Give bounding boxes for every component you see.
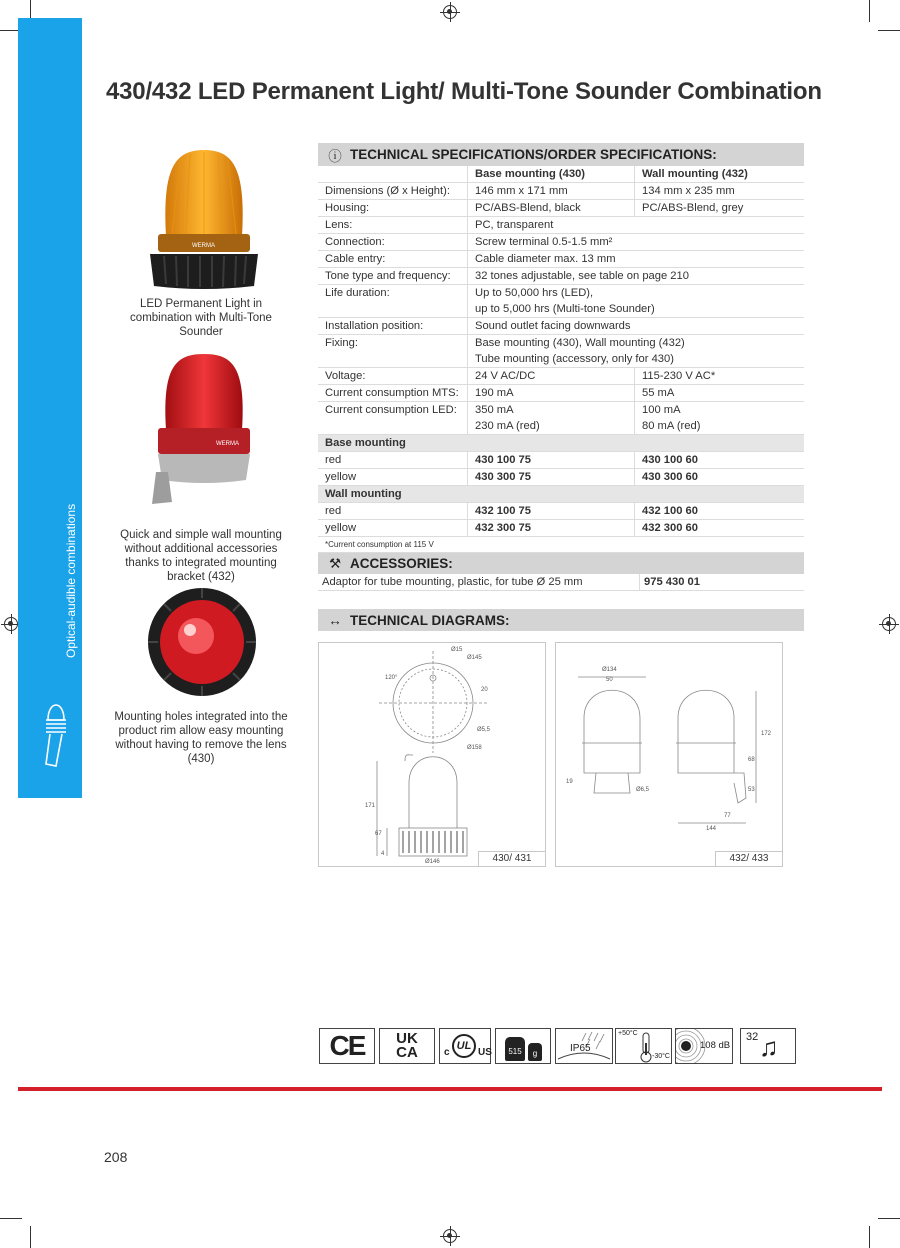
order-number: 975 430 01 (640, 574, 805, 591)
spec-label: Voltage: (318, 368, 468, 385)
cert-text: UL (452, 1034, 476, 1058)
cert-text: CE (329, 1030, 365, 1061)
tools-icon: ⚒ (328, 555, 342, 571)
spec-label: Housing: (318, 200, 468, 217)
table-row (318, 285, 804, 302)
dim-label: 171 (365, 803, 376, 809)
cert-text: +50°C (618, 1030, 638, 1037)
cert-text: IP65 (570, 1043, 591, 1054)
info-icon: ⓘ (328, 148, 342, 164)
table-row (318, 520, 804, 537)
accessory-description: Adaptor for tube mounting, plastic, for tube Ø 25 mm (318, 574, 640, 591)
spec-value: PC, transparent (468, 217, 805, 234)
diagram-label: 430/ 431 (478, 851, 545, 866)
table-row (318, 251, 804, 268)
table-row (318, 574, 804, 591)
weight-icon (495, 1028, 551, 1064)
cert-text: c (444, 1047, 450, 1058)
page-title: 430/432 LED Permanent Light/ Multi-Tone Sounder Combination (106, 78, 822, 105)
order-number: 430 300 60 (635, 469, 805, 486)
table-section-row (318, 486, 804, 503)
crop-mark (878, 30, 900, 31)
table-row (318, 351, 804, 368)
spec-label: Fixing: (325, 337, 358, 349)
page-number: 208 (104, 1149, 128, 1165)
spec-label: Connection: (318, 234, 468, 251)
dim-label: Ø146 (425, 859, 440, 865)
brand-logo: WERMA (216, 441, 239, 447)
spec-value: 80 mA (red) (635, 418, 805, 435)
spec-label: Life duration: (325, 287, 390, 299)
order-number: 430 100 60 (635, 452, 805, 469)
diagram-label: 432/ 433 (715, 851, 782, 866)
order-number: 430 100 75 (468, 452, 635, 469)
music-note-icon: ♫ (759, 1032, 779, 1062)
table-row (318, 402, 804, 419)
spec-value: 230 mA (red) (468, 418, 635, 435)
beacon-sounder-icon (40, 694, 70, 768)
diagrams-heading (318, 609, 804, 631)
table-row (318, 503, 804, 520)
table-row (318, 301, 804, 318)
order-number: 432 100 60 (635, 503, 805, 520)
spec-label: Current consumption MTS: (318, 385, 468, 402)
dim-label: 120° (385, 675, 398, 681)
table-row (318, 385, 804, 402)
dim-label: Ø134 (602, 667, 617, 673)
spec-value: 24 V AC/DC (468, 368, 635, 385)
registration-mark-icon (882, 617, 896, 631)
table-row (318, 318, 804, 335)
dim-label: 144 (706, 826, 717, 832)
table-row (318, 268, 804, 285)
spec-value: Tube mounting (accessory, only for 430) (468, 351, 805, 368)
order-number: 432 300 60 (635, 520, 805, 537)
accessories-heading (318, 553, 804, 574)
yellow-beacon-image (146, 146, 262, 292)
tech-specs-title: TECHNICAL SPECIFICATIONS/ORDER SPECIFICATIONS: (350, 147, 717, 162)
table-row (318, 537, 804, 553)
cert-text: 515 (505, 1037, 525, 1061)
table-row (318, 200, 804, 217)
section-sidebar (18, 18, 82, 798)
spec-label: Current consumption LED: (325, 404, 457, 416)
dim-label: 50 (606, 677, 613, 683)
table-row (318, 166, 804, 183)
spec-label: Dimensions (Ø x Height): (318, 183, 468, 200)
dim-label: 68 (748, 757, 755, 763)
spec-value: Cable diameter max. 13 mm (468, 251, 805, 268)
cert-text: -30°C (652, 1053, 670, 1060)
dim-label: Ø158 (467, 745, 482, 751)
order-number: 432 300 75 (468, 520, 635, 537)
spec-value: 134 mm x 235 mm (635, 183, 805, 200)
double-arrow-icon: ↔ (328, 612, 342, 628)
cert-text: US (478, 1047, 492, 1058)
crop-mark (869, 0, 870, 22)
crop-mark (869, 1226, 870, 1248)
tones-count-icon (740, 1028, 796, 1064)
cul-us-mark-icon (439, 1028, 491, 1064)
ip-rating-icon (555, 1028, 613, 1064)
image-caption: Quick and simple wall mounting without additional accessories thanks to integrated mounting bracket (432) (120, 529, 282, 583)
dim-label: Ø5,5 (477, 727, 491, 733)
spec-label: Tone type and frequency: (318, 268, 468, 285)
crop-mark (30, 1226, 31, 1248)
spec-label: Installation position: (318, 318, 468, 335)
table-row (318, 418, 804, 435)
spec-value: 146 mm x 171 mm (468, 183, 635, 200)
image-caption: LED Permanent Light in combination with Multi-Tone Sounder (130, 298, 272, 338)
table-row (318, 469, 804, 486)
dim-label: 67 (375, 831, 382, 837)
spec-value: 190 mA (468, 385, 635, 402)
spec-value: PC/ABS-Blend, grey (635, 200, 805, 217)
cert-text: UK (396, 1030, 418, 1047)
sound-level-icon (675, 1028, 733, 1064)
spec-label: Lens: (318, 217, 468, 234)
red-beacon-top-view-image (146, 586, 258, 698)
column-header: Base mounting (430) (468, 166, 635, 183)
spec-label: red (318, 503, 468, 520)
spec-label: yellow (318, 469, 468, 486)
footer-divider (18, 1087, 882, 1091)
cert-text: CA (396, 1044, 418, 1061)
spec-label: red (318, 452, 468, 469)
table-row (318, 452, 804, 469)
footnote: *Current consumption at 115 V (318, 537, 804, 553)
accessories-title: ACCESSORIES: (350, 556, 453, 571)
spec-value: 100 mA (635, 402, 805, 419)
dim-label: Ø145 (467, 655, 482, 661)
dim-label: 19 (566, 779, 573, 785)
spec-value: Sound outlet facing downwards (468, 318, 805, 335)
order-number: 432 100 75 (468, 503, 635, 520)
spec-value: 55 mA (635, 385, 805, 402)
cert-text: 32 (746, 1031, 759, 1043)
spec-value: Base mounting (430), Wall mounting (432) (468, 335, 805, 352)
temperature-range-icon (615, 1028, 672, 1064)
dim-label: Ø15 (451, 647, 463, 653)
spec-label: Cable entry: (318, 251, 468, 268)
spec-value: 350 mA (468, 402, 635, 419)
diagram-432 (555, 642, 783, 867)
dim-label: 20 (481, 687, 488, 693)
dim-label: 53 (748, 787, 755, 793)
dim-label: Ø6,5 (636, 787, 650, 793)
red-wall-beacon-image (146, 352, 262, 512)
section-label: Optical-audible combinations (64, 503, 78, 658)
table-section-row (318, 435, 804, 452)
table-row (318, 234, 804, 251)
spec-value: 115-230 V AC* (635, 368, 805, 385)
dim-label: 77 (724, 813, 731, 819)
spec-value: 32 tones adjustable, see table on page 210 (468, 268, 805, 285)
spec-value: Up to 50,000 hrs (LED), (468, 285, 805, 302)
column-header: Wall mounting (432) (635, 166, 805, 183)
table-row (318, 217, 804, 234)
spec-label: yellow (318, 520, 468, 537)
diagrams-title: TECHNICAL DIAGRAMS: (350, 612, 510, 628)
section-heading: Base mounting (318, 435, 804, 452)
dim-label: 4 (381, 851, 385, 857)
tech-specs-table (318, 166, 804, 553)
crop-mark (878, 1218, 900, 1219)
registration-mark-icon (4, 617, 18, 631)
dim-label: 172 (761, 731, 772, 737)
order-number: 430 300 75 (468, 469, 635, 486)
ukca-mark-icon (379, 1028, 435, 1064)
cert-text: g (528, 1043, 542, 1061)
cert-text: 108 dB (700, 1040, 731, 1051)
spec-value: Screw terminal 0.5-1.5 mm² (468, 234, 805, 251)
spec-value: PC/ABS-Blend, black (468, 200, 635, 217)
table-row (318, 183, 804, 200)
registration-mark-icon (443, 5, 457, 19)
ce-mark-icon (319, 1028, 375, 1064)
table-row (318, 335, 804, 352)
brand-logo: WERMA (192, 243, 215, 249)
crop-mark (0, 1218, 22, 1219)
spec-value: up to 5,000 hrs (Multi-tone Sounder) (468, 301, 805, 318)
accessories-table (318, 574, 804, 591)
section-heading: Wall mounting (318, 486, 804, 503)
tech-specs-heading (318, 143, 804, 166)
table-row (318, 368, 804, 385)
registration-mark-icon (443, 1229, 457, 1243)
diagram-430 (318, 642, 546, 867)
image-caption: Mounting holes integrated into the product rim allow easy mounting without having to remove the lens (430) (114, 711, 288, 765)
